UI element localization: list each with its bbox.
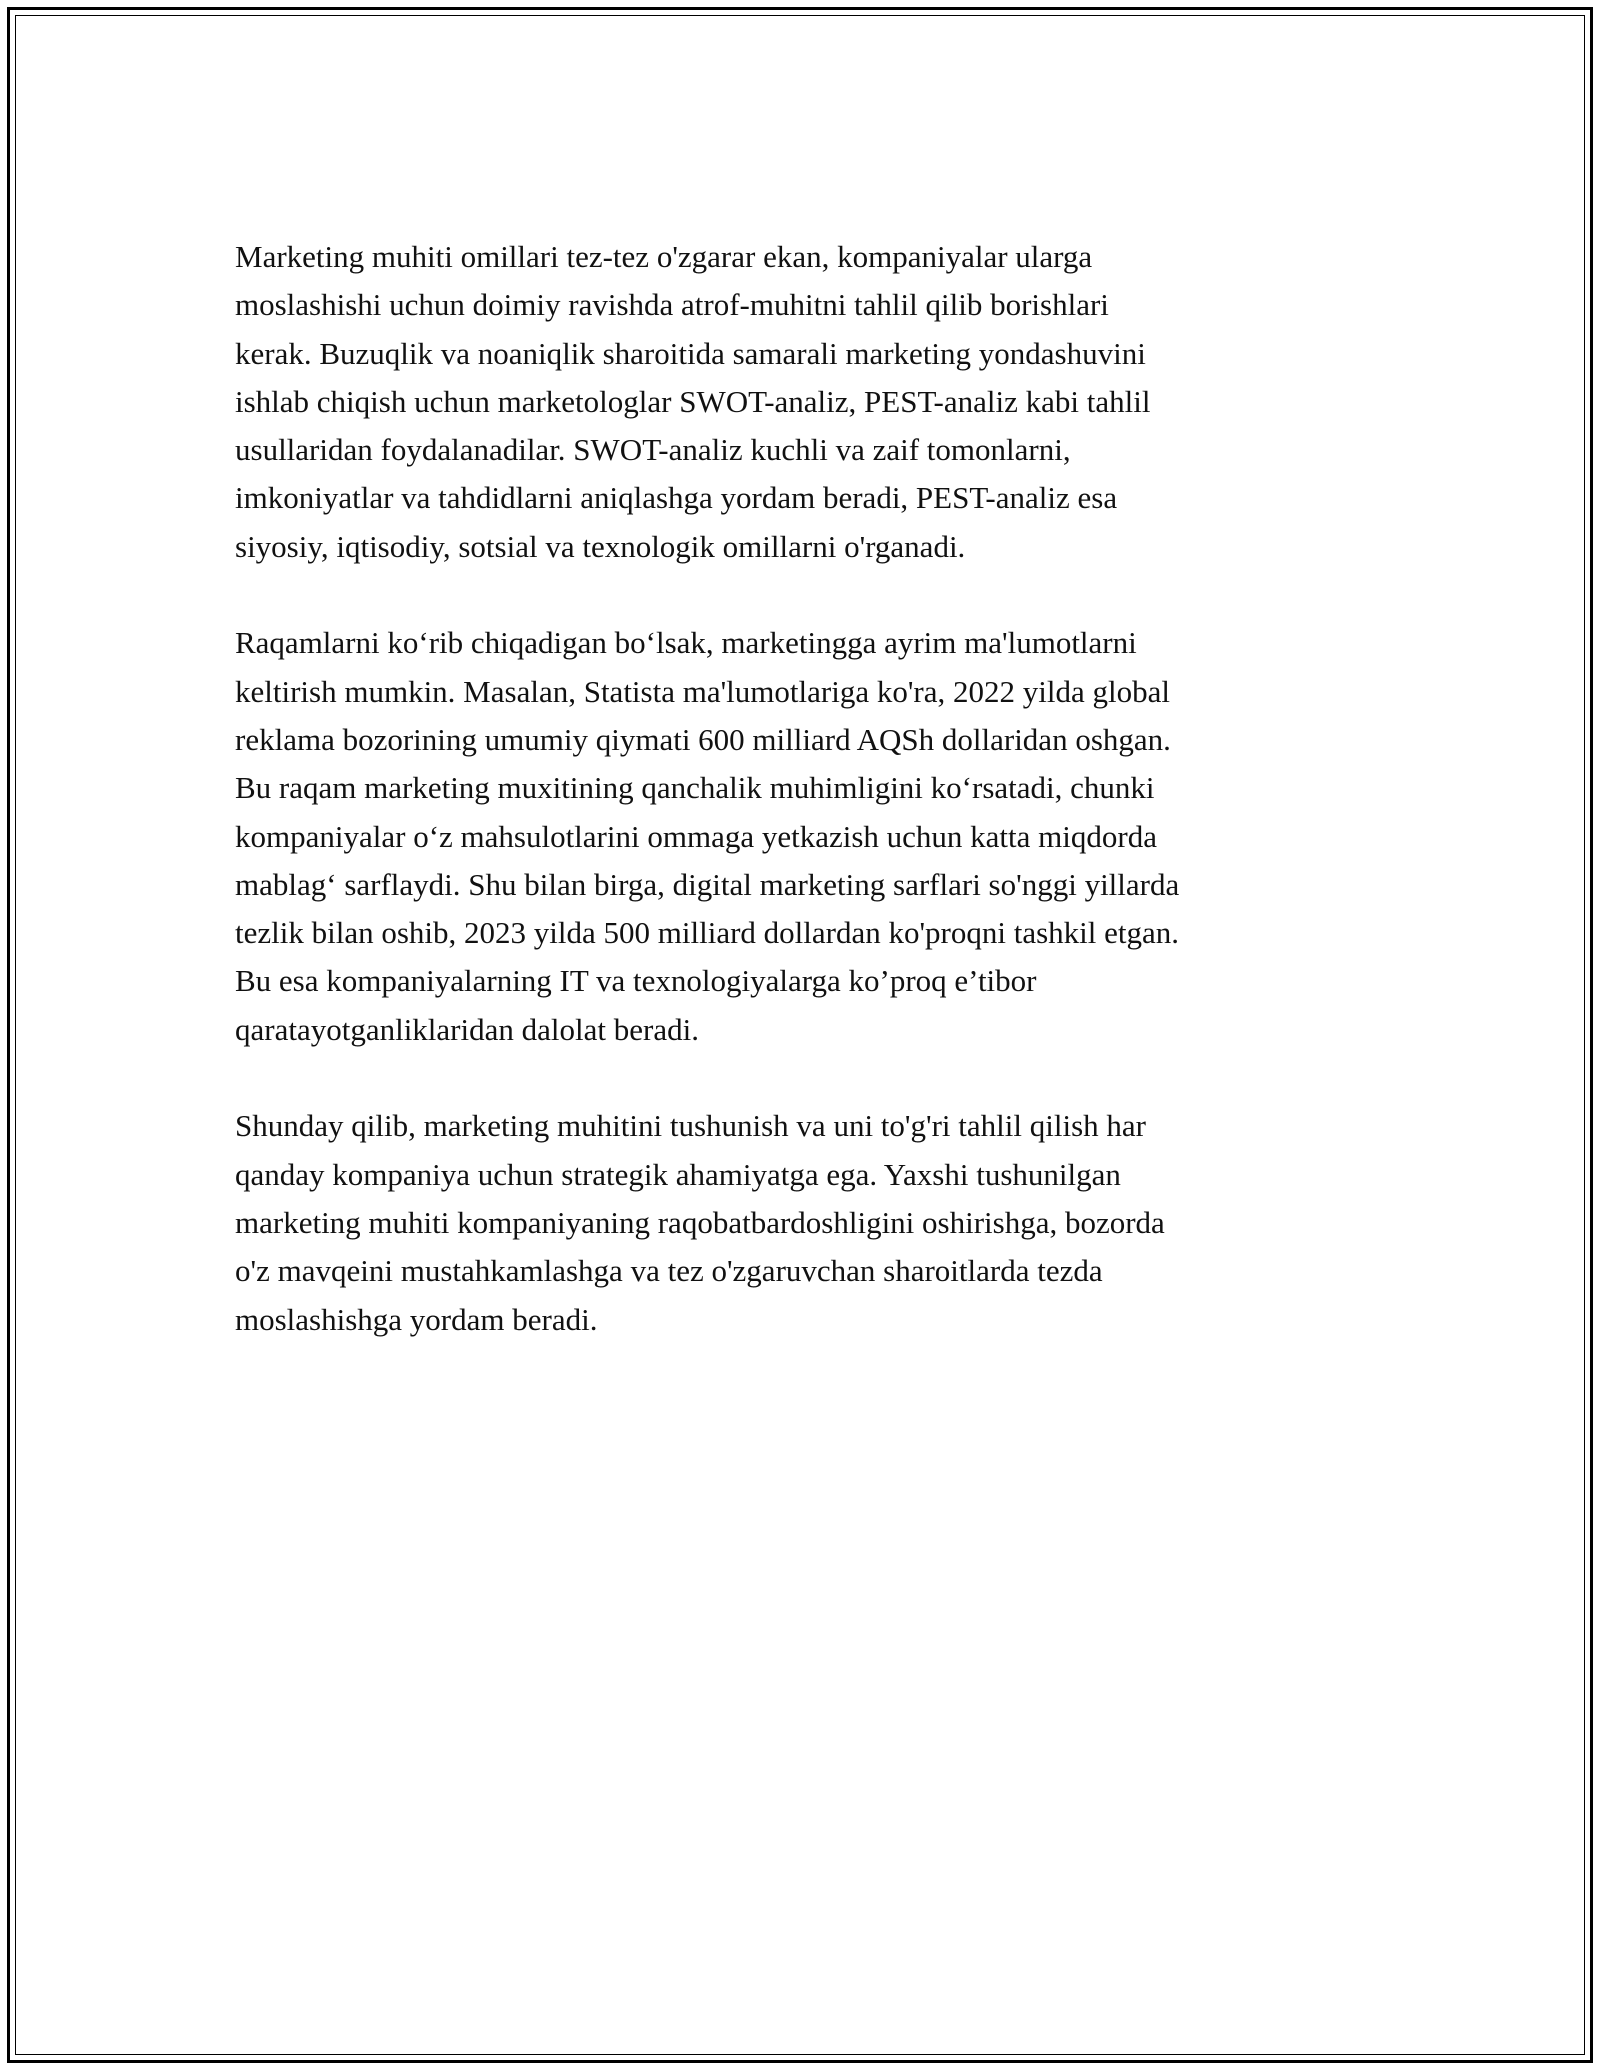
paragraph-2: Raqamlarni ko‘rib chiqadigan bo‘lsak, marketingga ayrim ma'lumotlarni keltirish mumkin. Masalan, Statista ma'lumotlariga ko'ra, 2022 yilda global reklama bozorining umumiy qiymati 600 milliard AQSh dollaridan oshgan. Bu raqam marketing muxitining qanchalik muhimligini ko‘rsatadi, chunki kompaniyalar o‘z mahsulotlarini ommaga yetkazish uchun katta miqdorda mablag‘ sarflaydi. Shu bilan birga, digital marketing sarflari so'nggi yillarda tezlik bilan oshib, 2023 yilda 500 milliard dollardan ko'proqni tashkil etgan. Bu esa kompaniyalarning IT va texnologiyalarga ko’proq e’tibor qaratayotganliklaridan dalolat beradi. — [235, 625, 1180, 1047]
paragraph-1: Marketing muhiti omillari tez-tez o'zgarar ekan, kompaniyalar ularga moslashishi uchun doimiy ravishda atrof-muhitni tahlil qilib borishlari kerak. Buzuqlik va noaniqlik sharoitida samarali marketing yondashuvini ishlab chiqish uchun marketologlar SWOT-analiz, PEST-analiz kabi tahlil usullaridan foydalanadilar. SWOT-analiz kuchli va zaif tomonlarni, imkoniyatlar va tahdidlarni aniqlashga yordam beradi, PEST-analiz esa siyosiy, iqtisodiy, sotsial va texnologik omillarni o'rganadi. — [235, 239, 1151, 564]
paragraph-3: Shunday qilib, marketing muhitini tushunish va uni to'g'ri tahlil qilish har qanday kompaniya uchun strategik ahamiyatga ega. Yaxshi tushunilgan marketing muhiti kompaniyaning raqobatbardoshligini oshirishga, bozorda o'z mavqeini mustahkamlashga va tez o'zgaruvchan sharoitlarda tezda moslashishga yordam beradi. — [235, 1108, 1165, 1337]
document-body — [235, 233, 1375, 1392]
